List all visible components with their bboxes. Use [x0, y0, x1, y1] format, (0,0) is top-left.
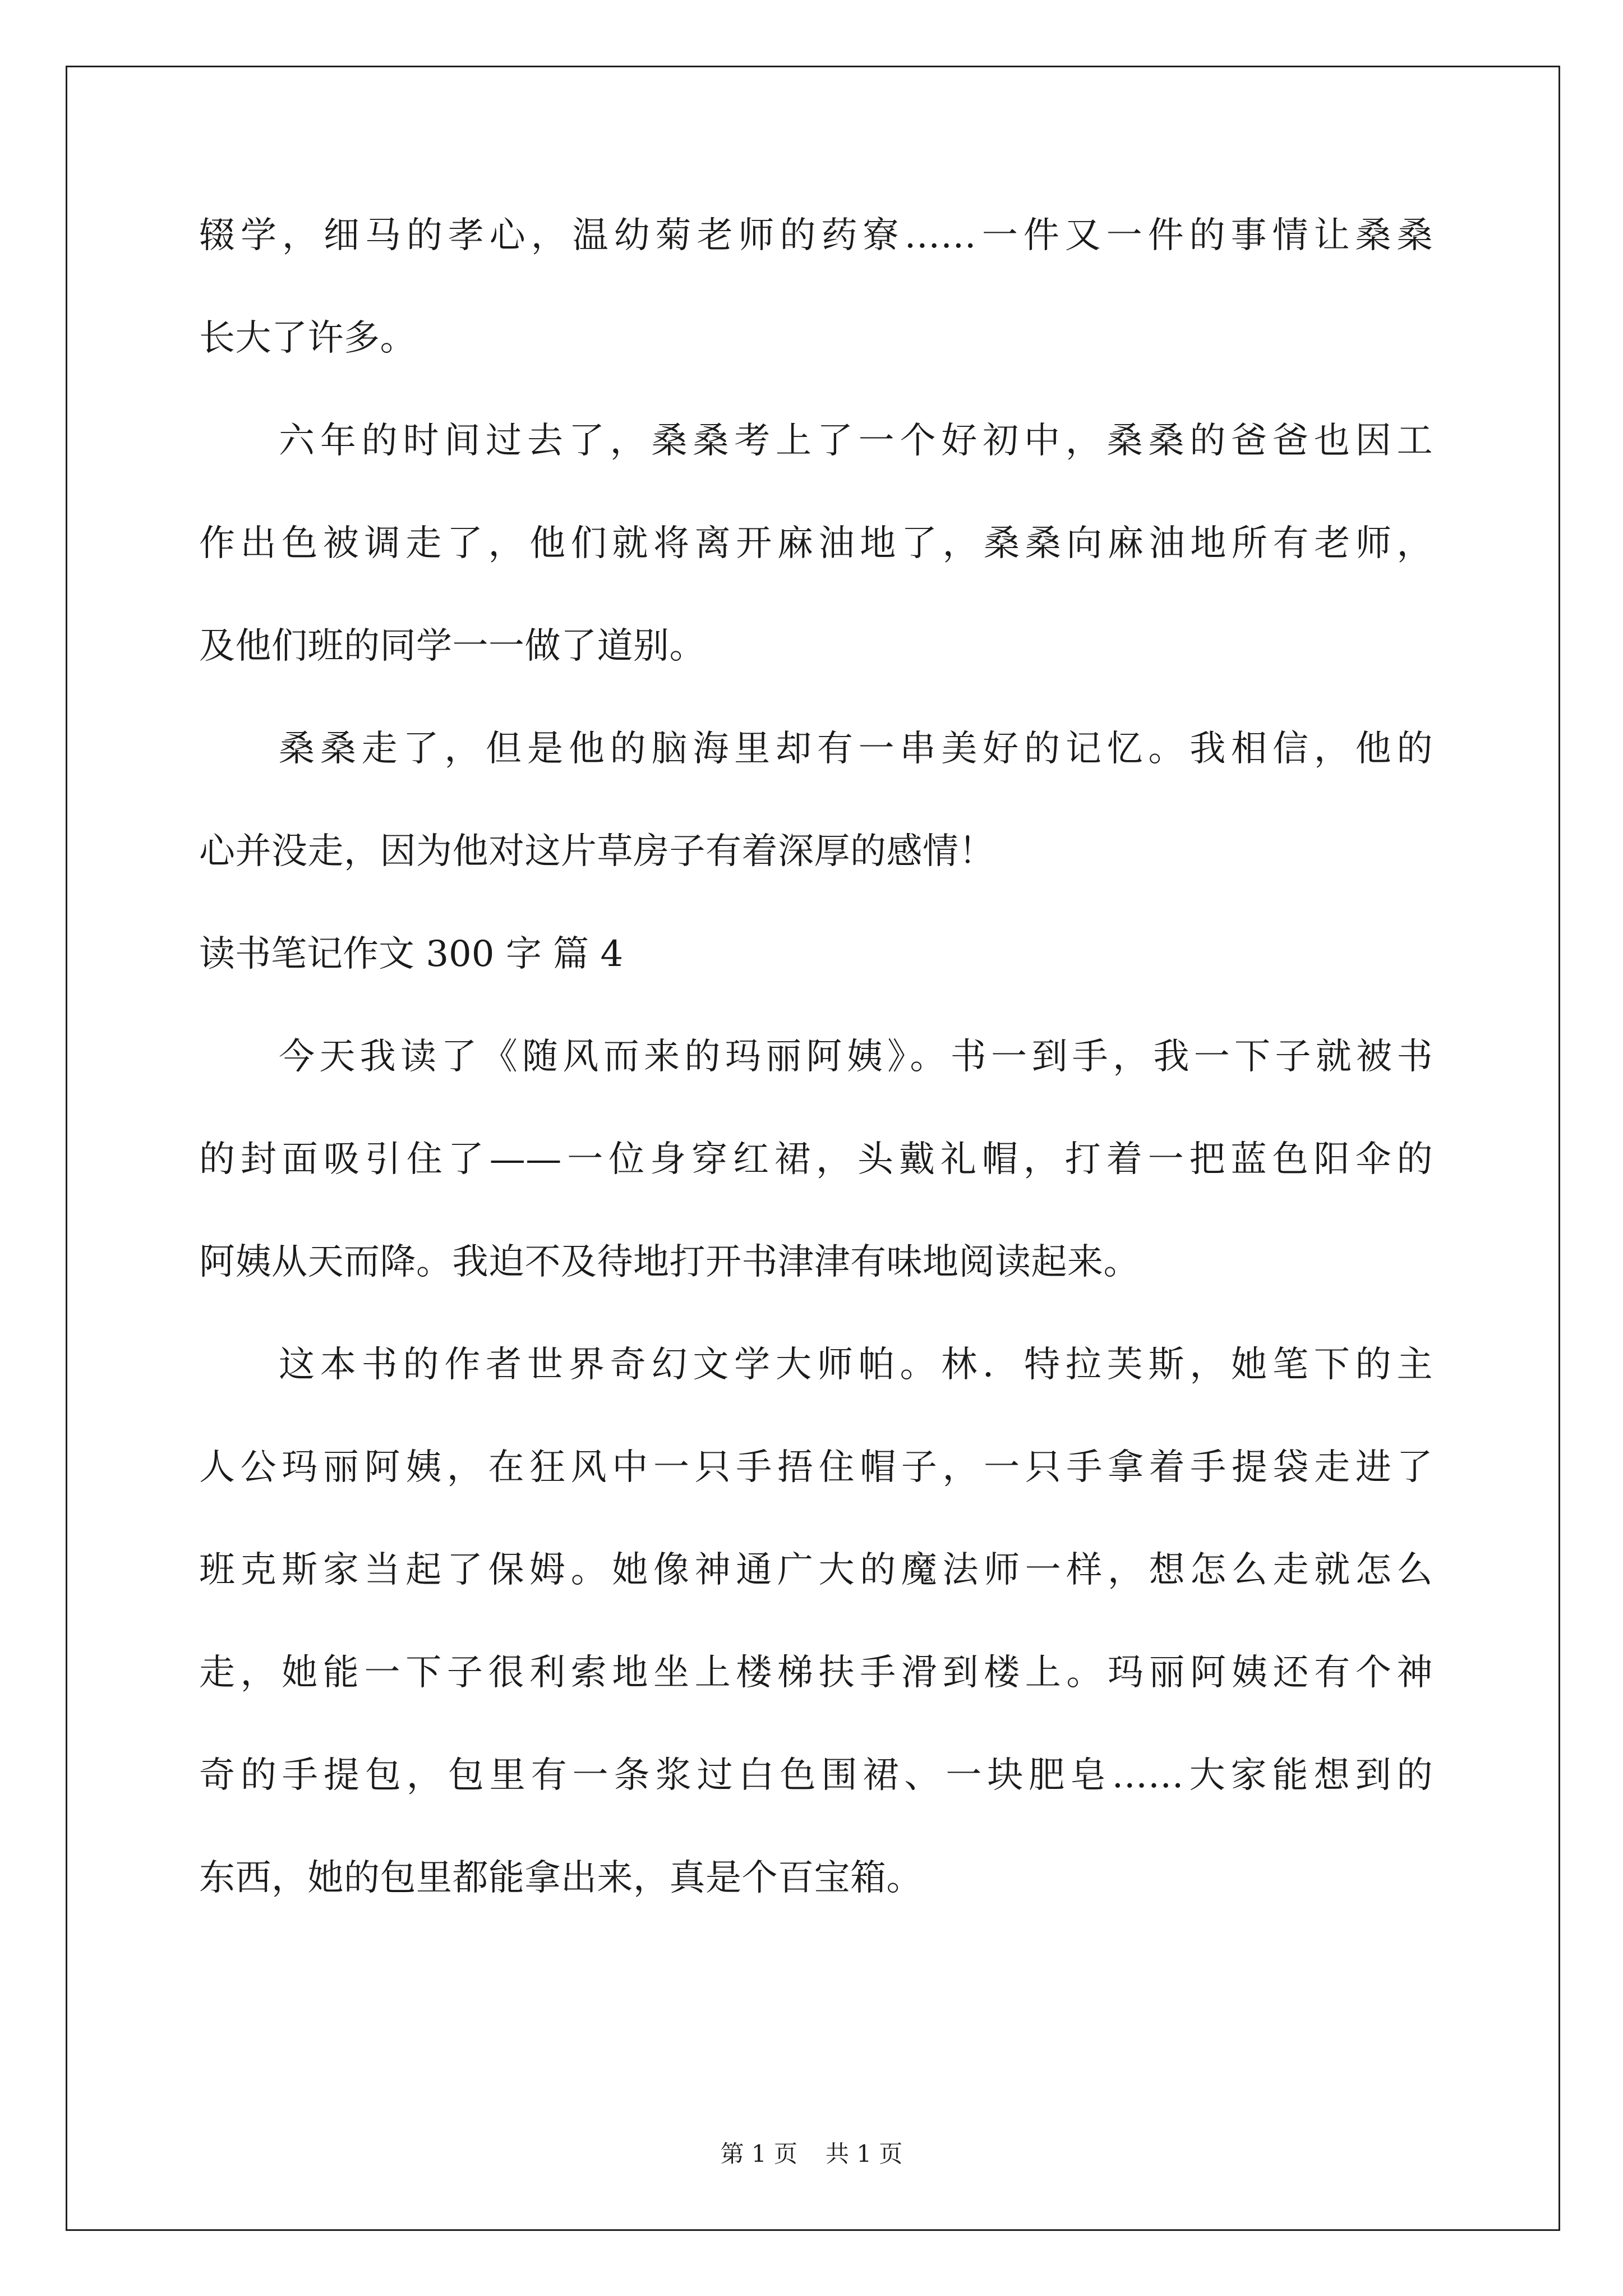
paragraph-farewell: [199, 726, 1433, 874]
text-line: 六年的时间过去了，桑桑考上了一个好初中，桑桑的爸爸也因工: [279, 420, 1433, 462]
text-line: 今天我读了《随风而来的玛丽阿姨》。书一到手，我一下子就被书: [279, 1036, 1433, 1078]
page-footer: [0, 2140, 1623, 2168]
text-line: 班克斯家当起了保姆。她像神通广大的魔法师一样，想怎么走就怎么: [199, 1549, 1433, 1591]
document-body: [199, 213, 1433, 1958]
text-line: 人公玛丽阿姨，在狂风中一只手捂住帽子，一只手拿着手提袋走进了: [199, 1447, 1433, 1488]
paragraph-book-intro: [199, 1034, 1433, 1285]
text-line: 辍学，细马的孝心，温幼菊老师的药寮……一件又一件的事情让桑桑: [199, 215, 1433, 256]
paragraph-graduation: [199, 418, 1433, 669]
text-line: 心并没走，因为他对这片草房子有着深厚的感情！: [199, 831, 995, 872]
section-heading: 读书笔记作文 300 字 篇 4: [199, 933, 624, 975]
text-line: 这本书的作者世界奇幻文学大师帕。林．特拉芙斯，她笔下的主: [279, 1344, 1433, 1386]
page-number-current: 第 1 页: [720, 2140, 797, 2168]
text-line: 桑桑走了，但是他的脑海里却有一串美好的记忆。我相信，他的: [279, 728, 1433, 770]
text-line: 奇的手提包，包里有一条浆过白色围裙、一块肥皂……大家能想到的: [199, 1755, 1433, 1796]
text-line: 作出色被调走了，他们就将离开麻油地了，桑桑向麻油地所有老师，: [199, 523, 1433, 564]
text-line: 阿姨从天而降。我迫不及待地打开书津津有味地阅读起来。: [199, 1241, 1140, 1283]
paragraph-continuation: [199, 213, 1433, 361]
text-line: 走，她能一下子很利索地坐上楼梯扶手滑到楼上。玛丽阿姨还有个神: [199, 1652, 1433, 1694]
text-line: 及他们班的同学一一做了道别。: [199, 625, 706, 667]
paragraph-author: [199, 1342, 1433, 1901]
text-line: 的封面吸引住了——一位身穿红裙，头戴礼帽，打着一把蓝色阳伞的: [199, 1139, 1433, 1180]
text-line: 长大了许多。: [199, 318, 416, 359]
page-number-total: 共 1 页: [826, 2140, 903, 2168]
text-line: 东西，她的包里都能拿出来，真是个百宝箱。: [199, 1857, 923, 1899]
